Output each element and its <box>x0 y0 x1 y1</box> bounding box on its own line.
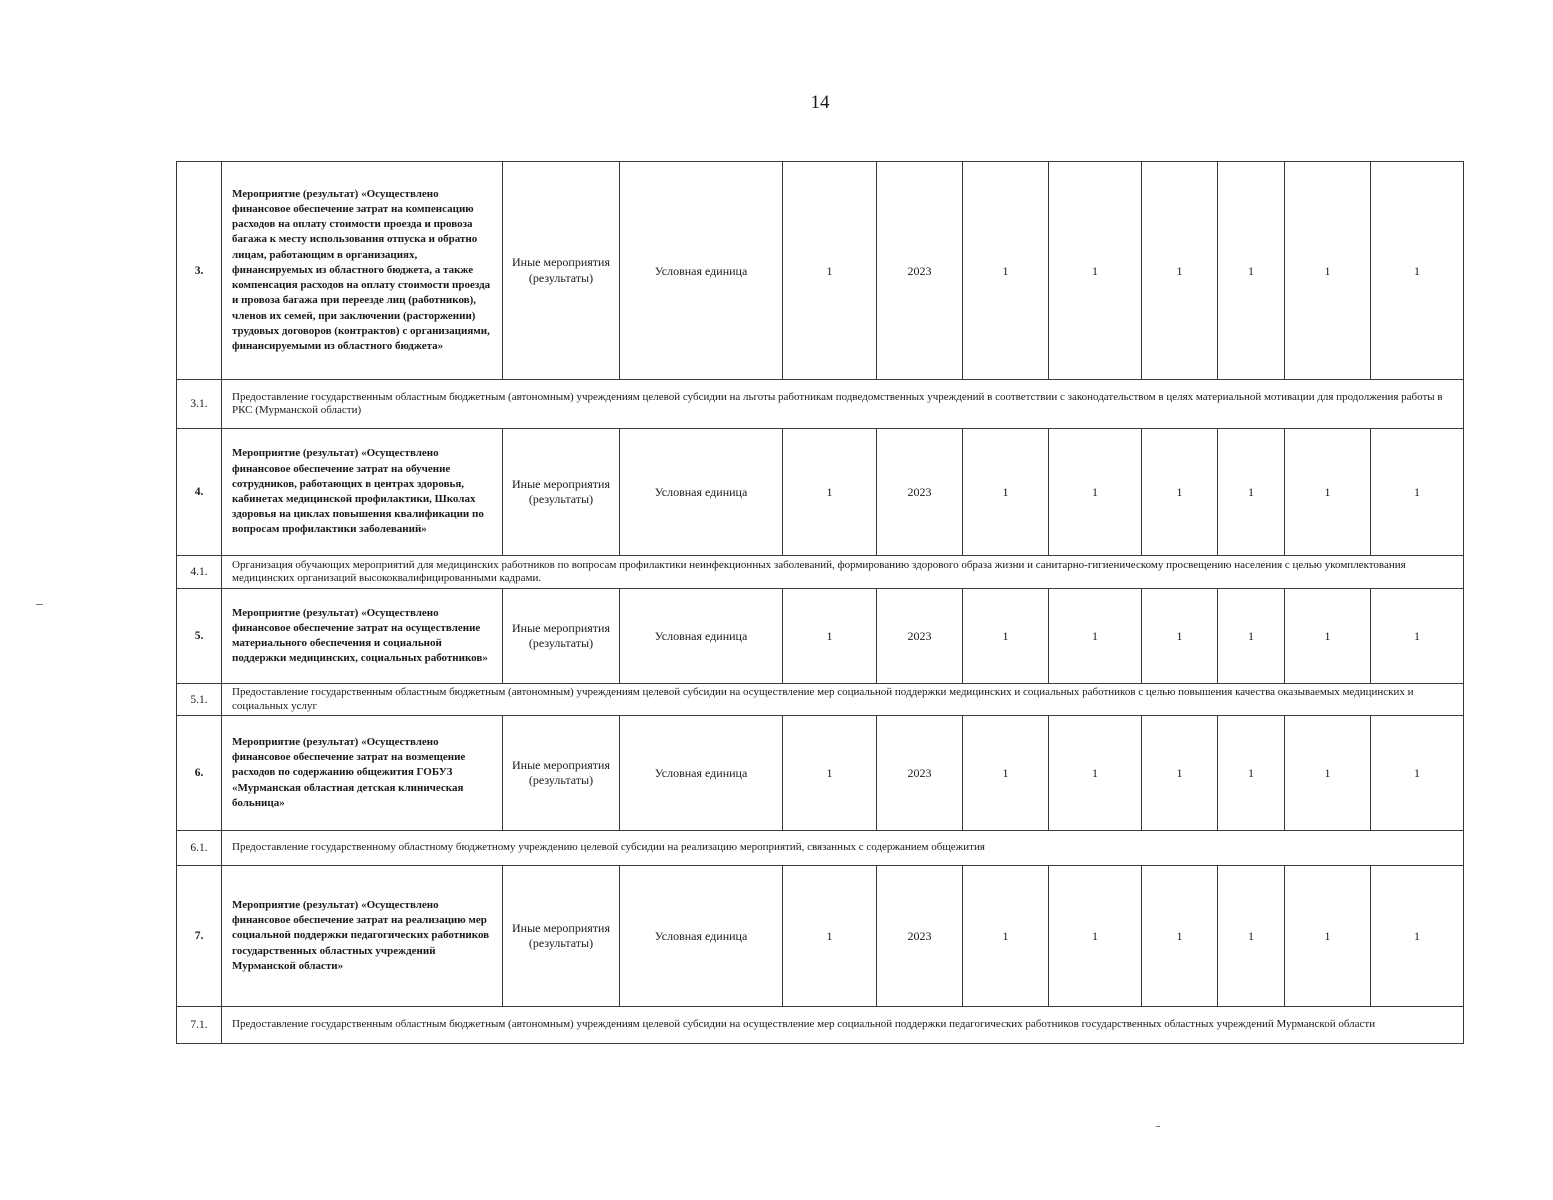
subrow-number: 7.1. <box>177 1007 222 1044</box>
base-year: 2023 <box>877 589 963 684</box>
year-value: 1 <box>963 866 1049 1007</box>
year-value: 1 <box>1049 589 1142 684</box>
measure-title: Мероприятие (результат) «Осуществлено финансовое обеспечение затрат на осуществление материального обеспечения и социальной поддержки медицинских, социальных работников» <box>222 589 503 684</box>
year-value: 1 <box>1371 716 1464 831</box>
table-row <box>177 162 1464 380</box>
measure-type: Иные мероприятия (результаты) <box>503 716 620 831</box>
base-value: 1 <box>783 589 877 684</box>
year-value: 1 <box>1218 716 1285 831</box>
year-value: 1 <box>1218 429 1285 556</box>
measure-unit: Условная единица <box>620 429 783 556</box>
year-value: 1 <box>1142 589 1218 684</box>
row-number: 6. <box>177 716 222 831</box>
year-value: 1 <box>1371 162 1464 380</box>
subrow-number: 4.1. <box>177 556 222 589</box>
measure-type: Иные мероприятия (результаты) <box>503 589 620 684</box>
base-value: 1 <box>783 866 877 1007</box>
base-value: 1 <box>783 429 877 556</box>
subrow-description: Предоставление государственным областным бюджетным (автономным) учреждениям целевой субсидии на осуществление мер социальной поддержки педагогических работников государственных областных учреждений Мурманской области <box>222 1007 1464 1044</box>
year-value: 1 <box>1049 716 1142 831</box>
measure-unit: Условная единица <box>620 716 783 831</box>
year-value: 1 <box>1142 162 1218 380</box>
year-value: 1 <box>1371 429 1464 556</box>
measure-unit: Условная единица <box>620 866 783 1007</box>
measure-type: Иные мероприятия (результаты) <box>503 429 620 556</box>
year-value: 1 <box>963 589 1049 684</box>
row-number: 4. <box>177 429 222 556</box>
table-subrow <box>177 556 1464 589</box>
row-number: 3. <box>177 162 222 380</box>
table-row <box>177 429 1464 556</box>
year-value: 1 <box>963 429 1049 556</box>
subrow-number: 6.1. <box>177 831 222 866</box>
base-year: 2023 <box>877 429 963 556</box>
measure-title: Мероприятие (результат) «Осуществлено финансовое обеспечение затрат на возмещение расходов по содержанию общежития ГОБУЗ «Мурманская областная детская клиническая больница» <box>222 716 503 831</box>
year-value: 1 <box>1285 716 1371 831</box>
scan-mark <box>36 604 43 605</box>
page-number: 14 <box>810 92 830 113</box>
measure-title: Мероприятие (результат) «Осуществлено финансовое обеспечение затрат на компенсацию расходов на оплату стоимости проезда и провоза багажа к месту использования отпуска и обратно лицам, работающим в организациях, финансируемых из областного бюджета, а также компенсация расходов на оплату стоимости проезда и провоза багажа при переезде лиц (работников), членов их семей, при заключении (расторжении) трудовых договоров (контрактов) с организациями, финансируемыми из областного бюджета» <box>222 162 503 380</box>
year-value: 1 <box>1218 162 1285 380</box>
measure-type: Иные мероприятия (результаты) <box>503 162 620 380</box>
year-value: 1 <box>1142 716 1218 831</box>
measure-unit: Условная единица <box>620 589 783 684</box>
base-year: 2023 <box>877 162 963 380</box>
year-value: 1 <box>1285 589 1371 684</box>
row-number: 7. <box>177 866 222 1007</box>
year-value: 1 <box>1285 866 1371 1007</box>
year-value: 1 <box>963 716 1049 831</box>
measure-title: Мероприятие (результат) «Осуществлено финансовое обеспечение затрат на обучение сотрудников, работающих в центрах здоровья, кабинетах медицинской профилактики, Школах здоровья на циклах повышения квалификации по вопросам профилактики заболеваний» <box>222 429 503 556</box>
measure-type: Иные мероприятия (результаты) <box>503 866 620 1007</box>
measures-table <box>176 161 1464 1044</box>
subrow-number: 5.1. <box>177 684 222 716</box>
subrow-description: Организация обучающих мероприятий для медицинских работников по вопросам профилактики неинфекционных заболеваний, формированию здорового образа жизни и санитарно-гигиеническому просвещению населения с целью укомплектования медицинских организаций высококвалифицированными кадрами. <box>222 556 1464 589</box>
base-year: 2023 <box>877 866 963 1007</box>
table-row <box>177 866 1464 1007</box>
year-value: 1 <box>1049 429 1142 556</box>
subrow-description: Предоставление государственным областным бюджетным (автономным) учреждениям целевой субсидии на осуществление мер социальной поддержки медицинских и социальных работников с целью повышения качества оказываемых медицинских и социальных услуг <box>222 684 1464 716</box>
table-subrow <box>177 1007 1464 1044</box>
table-subrow <box>177 831 1464 866</box>
year-value: 1 <box>1371 866 1464 1007</box>
year-value: 1 <box>1371 589 1464 684</box>
year-value: 1 <box>1142 866 1218 1007</box>
year-value: 1 <box>1285 429 1371 556</box>
year-value: 1 <box>1142 429 1218 556</box>
table-subrow <box>177 380 1464 429</box>
table-subrow <box>177 684 1464 716</box>
subrow-description: Предоставление государственному областному бюджетному учреждению целевой субсидии на реализацию мероприятий, связанных с содержанием общежития <box>222 831 1464 866</box>
measure-unit: Условная единица <box>620 162 783 380</box>
year-value: 1 <box>1218 589 1285 684</box>
base-value: 1 <box>783 162 877 380</box>
year-value: 1 <box>1285 162 1371 380</box>
base-value: 1 <box>783 716 877 831</box>
year-value: 1 <box>963 162 1049 380</box>
row-number: 5. <box>177 589 222 684</box>
subrow-description: Предоставление государственным областным бюджетным (автономным) учреждениям целевой субсидии на льготы работникам подведомственных учреждений в соответствии с законодательством в целях материальной мотивации для продолжения работы в РКС (Мурманской области) <box>222 380 1464 429</box>
scan-mark <box>1156 1126 1160 1127</box>
year-value: 1 <box>1049 162 1142 380</box>
base-year: 2023 <box>877 716 963 831</box>
table-row <box>177 589 1464 684</box>
subrow-number: 3.1. <box>177 380 222 429</box>
year-value: 1 <box>1049 866 1142 1007</box>
measure-title: Мероприятие (результат) «Осуществлено финансовое обеспечение затрат на реализацию мер социальной поддержки педагогических работников государственных областных учреждений Мурманской области» <box>222 866 503 1007</box>
year-value: 1 <box>1218 866 1285 1007</box>
table-row <box>177 716 1464 831</box>
